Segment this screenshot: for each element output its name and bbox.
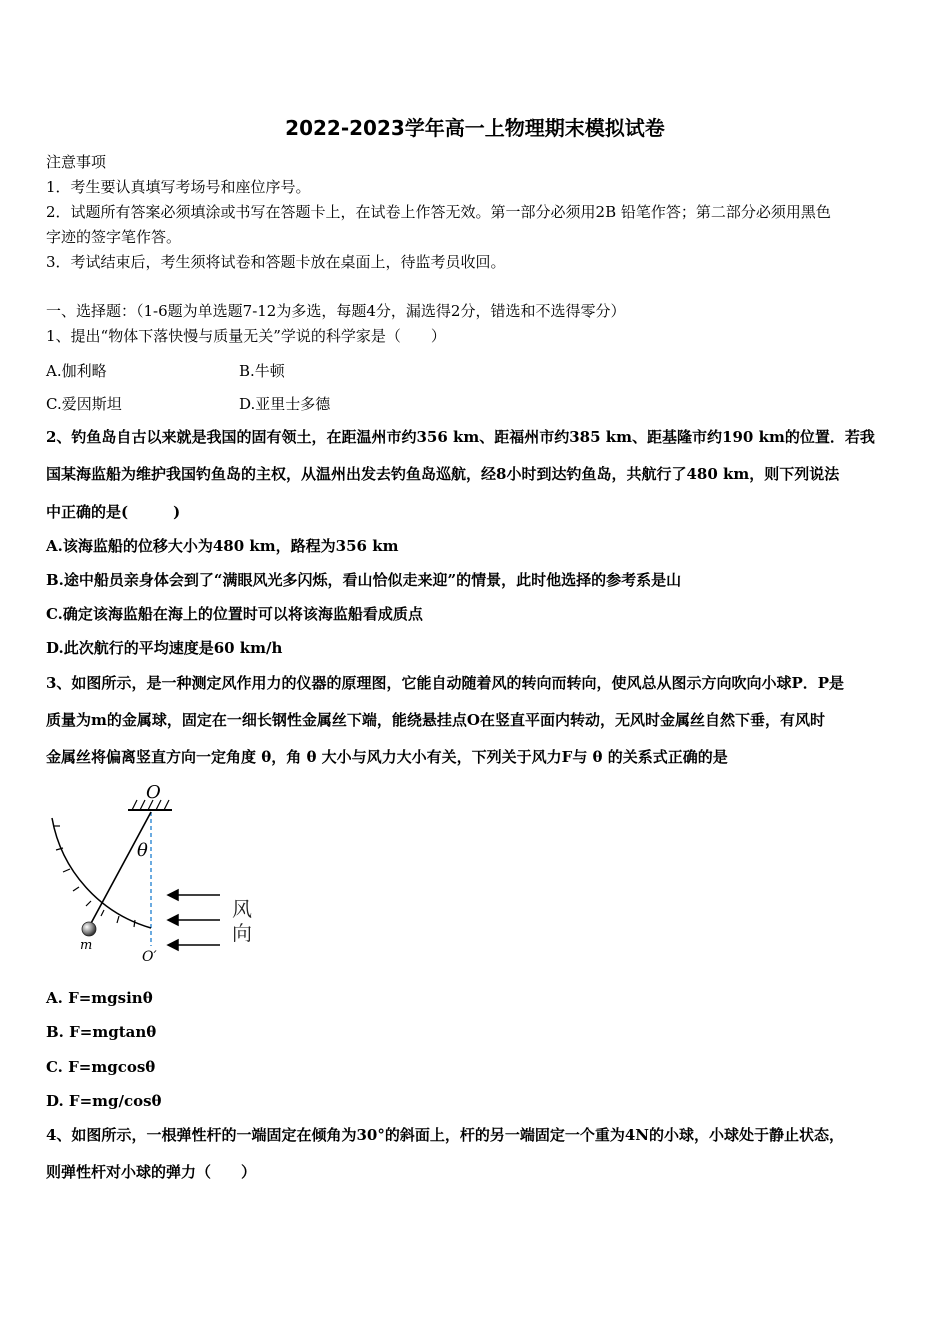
notice-item: 1．考生要认真填写考场号和座位序号。	[46, 178, 311, 196]
q3-option-d: D. F=mg/cosθ	[46, 1092, 162, 1110]
q3-stem-line: 3、如图所示，是一种测定风作用力的仪器的原理图，它能自动随着风的转向而转向，使风总从图示方向吹向小球P．P是	[46, 674, 845, 692]
label-m: m	[80, 938, 93, 953]
metal-ball	[82, 922, 96, 936]
q3-option-b: B. F=mgtanθ	[46, 1023, 157, 1041]
q2-option-d: D.此次航行的平均速度是60 km/h	[46, 639, 283, 657]
notice-item: 2．试题所有答案必须填涂或书写在答题卡上，在试卷上作答无效。第一部分必须用2B 铅笔作答；第二部分必须用黑色	[46, 203, 831, 221]
q4-stem-line: 4、如图所示，一根弹性杆的一端固定在倾角为30°的斜面上，杆的另一端固定一个重为4N的小球，小球处于静止状态，	[46, 1126, 844, 1144]
notice-item: 字迹的签字笔作答。	[46, 228, 182, 246]
q1-option-b: B.牛顿	[239, 362, 285, 380]
scale-ticks	[53, 826, 135, 927]
q1-option-d: D.亚里士多德	[239, 395, 331, 413]
wind-force-figure	[40, 778, 280, 968]
notice-item: 3．考试结束后，考生须将试卷和答题卡放在桌面上，待监考员收回。	[46, 253, 506, 271]
q1-option-a: A.伽利略	[46, 362, 107, 380]
q3-option-c: C. F=mgcosθ	[46, 1058, 156, 1076]
q1-stem: 1、提出“物体下落快慢与质量无关”学说的科学家是（ ）	[46, 327, 446, 345]
q2-stem-line: 中正确的是( )	[46, 503, 181, 521]
page-title: 2022-2023学年高一上物理期末模拟试卷	[285, 116, 665, 140]
q1-option-c: C.爱因斯坦	[46, 395, 122, 413]
label-o: O	[146, 782, 161, 803]
label-o-prime: O′	[142, 949, 157, 965]
metal-wire	[89, 812, 151, 927]
q2-option-c: C.确定该海监船在海上的位置时可以将该海监船看成质点	[46, 605, 423, 623]
q2-option-b: B.途中船员亲身体会到了“满眼风光多闪烁，看山恰似走来迎”的情景，此时他选择的参考系是山	[46, 571, 682, 589]
q2-option-a: A.该海监船的位移大小为480 km，路程为356 km	[46, 537, 399, 555]
notice-heading: 注意事项	[46, 153, 107, 171]
section-heading: 一、选择题：（1-6题为单选题7-12为多选，每题4分，漏选得2分，错选和不选得零分）	[46, 302, 626, 320]
label-wind-2: 向	[232, 921, 252, 945]
q3-stem-line: 质量为m的金属球，固定在一细长钢性金属丝下端，能绕悬挂点O在竖直平面内转动，无风时金属丝自然下垂，有风时	[46, 711, 825, 729]
label-theta: θ	[137, 840, 148, 861]
scale-arc	[52, 818, 151, 928]
q2-stem-line: 国某海监船为维护我国钓鱼岛的主权，从温州出发去钓鱼岛巡航，经8小时到达钓鱼岛，共航行了480 km，则下列说法	[46, 465, 840, 483]
label-wind-1: 风	[232, 897, 252, 921]
wind-arrows	[168, 890, 220, 950]
q2-stem-line: 2、钓鱼岛自古以来就是我国的固有领土，在距温州市约356 km、距福州市约385 km、距基隆市约190 km的位置．若我	[46, 428, 875, 446]
q4-stem-line: 则弹性杆对小球的弹力（ ）	[46, 1163, 257, 1181]
q3-stem-line: 金属丝将偏离竖直方向一定角度 θ，角 θ 大小与风力大小有关，下列关于风力F与 θ 的关系式正确的是	[46, 748, 728, 766]
q3-option-a: A. F=mgsinθ	[46, 989, 153, 1007]
